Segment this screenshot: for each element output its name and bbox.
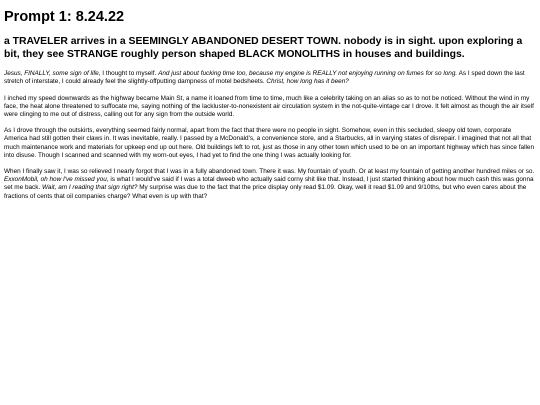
story-text: When I finally saw it, I was so relieved I nearly forgot that I was in a fully abandoned town. There it was. My fountain of youth. Or at least my fountain of getting another hundred miles or so.	[4, 168, 535, 176]
story-paragraph	[4, 95, 536, 120]
page-title: Prompt 1: 8.24.22	[4, 9, 125, 25]
story-text: As I sped down the last stretch of interstate, I could already feel the slightly-offputting dampness of motel bedsheets.	[4, 70, 525, 86]
story-text-italic: Christ, how long has it been?	[266, 78, 349, 86]
story-text-italic: ExxonMobil, oh how I've missed you	[4, 176, 107, 184]
story-text: , is what I would've said if I was a total dweeb who actually said corny shit like that. Instead, I just started thinking about how much cash this was gonna set me back.	[4, 176, 534, 192]
story-text: As I drove through the outskirts, everything seemed fairly normal, apart from the fact that there were no people in sight. Somehow, even in this secluded, sleepy old town, corporate America had still gotten their claws in. It was inevitable, really. I passed by a McDonald's, a convenience store, and a Starbucks, all in varying states of disrepair. I imagined that not all that much maintenance work and materials for upkeep end up out here. Old buildings left to rot, just as those in any other town which used to be on an important highway which has since fallen into disuse. Though I scanned and scanned with my worn-out eyes, I had yet to find the one thing I was actually looking for.	[4, 127, 535, 159]
story-text-italic: And just about fucking time too, because my engine is REALLY not enjoying running on fumes for so long.	[158, 70, 458, 78]
story-paragraph	[4, 168, 536, 201]
story-paragraph	[4, 70, 536, 86]
story-text-italic: Jesus, FINALLY, some sign of life	[4, 70, 99, 78]
document-page	[0, 0, 540, 201]
story-text: My surprise was due to the fact that the price display only read $1.09. Okay, well it read $1.09 and 9/10ths, but who even cares about the fractions of cents that oil companies charge? What even is up with that?	[4, 184, 527, 200]
story-paragraph	[4, 127, 536, 160]
prompt-text: a TRAVELER arrives in a SEEMINGLY ABANDONED DESERT TOWN. nobody is in sight. upon exploring a bit, they see STRANGE roughly person shaped BLACK MONOLITHS in houses and buildings.	[4, 36, 523, 60]
story-text-italic: Wait, am I reading that sign right?	[42, 184, 138, 192]
story-text: , I thought to myself.	[98, 70, 159, 78]
story-text: I inched my speed downwards as the highway became Main St, a name it loaned from time to time, much like a celebrity taking on an alias so as to not be noticed. Without the wind in my face, the heat alone threatened to suffocate me, saying nothing of the lackluster-to-nonexistent air circulation system in the not-quite-vintage car I drove. It felt almost as though the air itself were clinging to me out of distress, calling out for any sign from the outside world.	[4, 94, 534, 118]
